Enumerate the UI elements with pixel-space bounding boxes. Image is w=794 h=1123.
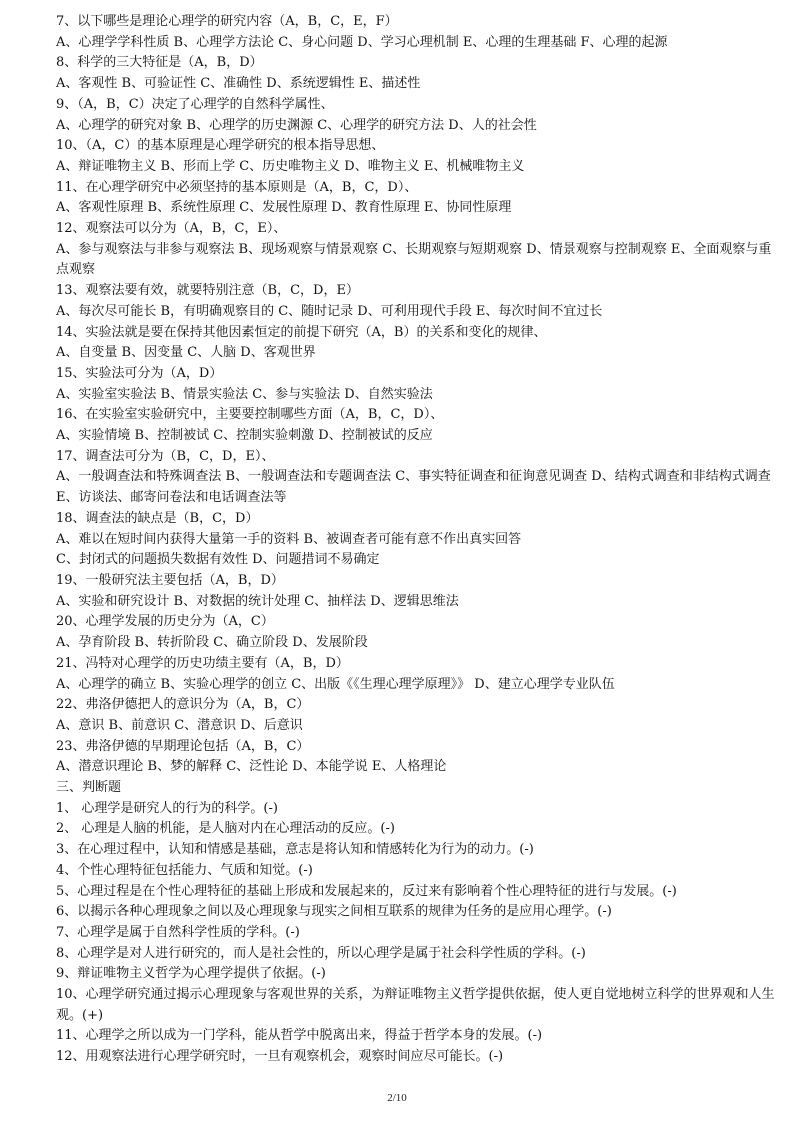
text-line: A、潜意识理论 B、梦的解释 C、泛性论 D、本能学说 E、人格理论: [56, 759, 447, 775]
text-line: 11、在心理学研究中必须坚持的基本原则是（A，B，C，D）、: [56, 179, 418, 195]
text-line: A、客观性原理 B、系统性原理 C、发展性原理 D、教育性原理 E、协同性原理: [56, 200, 512, 216]
text-line: 2、 心理是人脑的机能，是人脑对内在心理活动的反应。(-): [56, 821, 395, 837]
document-body: [56, 12, 784, 1068]
text-line: A、孕育阶段 B、转折阶段 C、确立阶段 D、发展阶段: [56, 635, 368, 651]
text-line: 7、心理学是属于自然科学性质的学科。(-): [56, 924, 300, 940]
text-line: C、封闭式的问题损失数据有效性 D、问题措词不易确定: [56, 552, 380, 568]
text-line: 7、以下哪些是理论心理学的研究内容（A，B，C，E，F）: [56, 14, 398, 29]
text-line: A、每次尽可能长 B，有明确观察目的 C、随时记录 D、可利用现代手段 E、每次时间不宜过长: [56, 303, 603, 319]
text-line: 4、个性心理特征包括能力、气质和知觉。(-): [56, 862, 313, 878]
text-line: 三、判断题: [56, 780, 122, 796]
text-line: 6、以揭示各种心理现象之间以及心理现象与现实之间相互联系的规律为任务的是应用心理学。(-): [56, 904, 612, 920]
text-line: 9、（A，B，C）决定了心理学的自然科学属性、: [56, 96, 334, 112]
text-line: 10、（A，C）的基本原理是心理学研究的根本指导思想、: [56, 138, 385, 154]
text-line: A、实验情境 B、控制被试 C、控制实验刺激 D、控制被试的反应: [56, 428, 433, 444]
text-line: A、参与观察法与非参与观察法 B、现场观察与情景观察 C、长期观察与短期观察 D、情景观察与控制观察 E、全面观察与重点观察: [56, 241, 772, 278]
text-line: 8、科学的三大特征是（A，B，D）: [56, 55, 263, 71]
text-line: A、自变量 B、因变量 C、人脑 D、客观世界: [56, 345, 316, 361]
text-line: 18、调查法的缺点是（B，C，D）: [56, 510, 259, 526]
text-line: A、辩证唯物主义 B、形而上学 C、历史唯物主义 D、唯物主义 E、机械唯物主义: [56, 158, 525, 174]
text-line: 20、心理学发展的历史分为（A，C）: [56, 614, 274, 630]
text-line: 14、实验法就是要在保持其他因素恒定的前提下研究（A，B）的关系和变化的规律、: [56, 324, 547, 340]
text-line: A、难以在短时间内获得大量第一手的资料 B、被调查者可能有意不作出真实回答: [56, 531, 522, 547]
text-line: 1、 心理学是研究人的行为的科学。(-): [56, 800, 278, 816]
text-line: 8、心理学是对人进行研究的，而人是社会性的，所以心理学是属于社会科学性质的学科。(-): [56, 945, 586, 961]
text-line: 15、实验法可分为（A，D）: [56, 365, 223, 381]
text-line: 13、观察法要有效，就要特别注意（B，C，D，E）: [56, 283, 359, 299]
text-line: A、一般调查法和特殊调查法 B、一般调查法和专题调查法 C、事实特征调查和征询意见调查 D、结构式调查和非结构式调查 E、访谈法、邮寄问卷法和电话调查法等: [56, 469, 771, 506]
page-number: 2/10: [387, 1092, 407, 1104]
text-line: 10、心理学研究通过揭示心理现象与客观世界的关系，为辩证唯物主义哲学提供依据，使人更自觉地树立科学的世界观和人生观。(+): [56, 987, 775, 1023]
text-line: 12、用观察法进行心理学研究时，一旦有观察机会，观察时间应尽可能长。(-): [56, 1049, 504, 1065]
text-line: A、心理学学科性质 B、心理学方法论 C、身心问题 D、学习心理机制 E、心理的生理基础 F、心理的起源: [56, 34, 668, 50]
text-line: 16、在实验室实验研究中，主要要控制哪些方面（A，B，C，D）、: [56, 407, 444, 423]
text-line: 23、弗洛伊德的早期理论包括（A，B，C）: [56, 738, 310, 754]
text-line: A、实验室实验法 B、情景实验法 C、参与实验法 D、自然实验法: [56, 386, 433, 402]
text-line: A、实验和研究设计 B、对数据的统计处理 C、抽样法 D、逻辑思维法: [56, 593, 459, 609]
text-line: 19、一般研究法主要包括（A，B，D）: [56, 572, 284, 588]
text-line: 9、辩证唯物主义哲学为心理学提供了依据。(-): [56, 966, 326, 982]
text-line: 11、心理学之所以成为一门学科，能从哲学中脱离出来，得益于哲学本身的发展。(-): [56, 1028, 543, 1044]
text-line: A、客观性 B、可验证性 C、准确性 D、系统逻辑性 E、描述性: [56, 76, 421, 92]
text-line: 21、冯特对心理学的历史功绩主要有（A，B，D）: [56, 655, 349, 671]
text-line: 22、弗洛伊德把人的意识分为（A，B，C）: [56, 697, 310, 713]
text-line: 17、调查法可分为（B，C，D，E）、: [56, 448, 275, 464]
text-line: A、意识 B、前意识 C、潜意识 D、后意识: [56, 717, 303, 733]
text-line: A、心理学的研究对象 B、心理学的历史渊源 C、心理学的研究方法 D、人的社会性: [56, 117, 537, 133]
text-line: 12、观察法可以分为（A，B，C，E）、: [56, 221, 287, 237]
text-line: A、心理学的确立 B、实验心理学的创立 C、出版《《生理心理学原理》》 D、建立心理学专业队伍: [56, 676, 615, 692]
text-line: 5、心理过程是在个性心理特征的基础上形成和发展起来的，反过来有影响着个性心理特征的进行与发展。(-): [56, 883, 677, 899]
text-line: 3、在心理过程中，认知和情感是基础，意志是将认知和情感转化为行为的动力。(-): [56, 842, 534, 858]
